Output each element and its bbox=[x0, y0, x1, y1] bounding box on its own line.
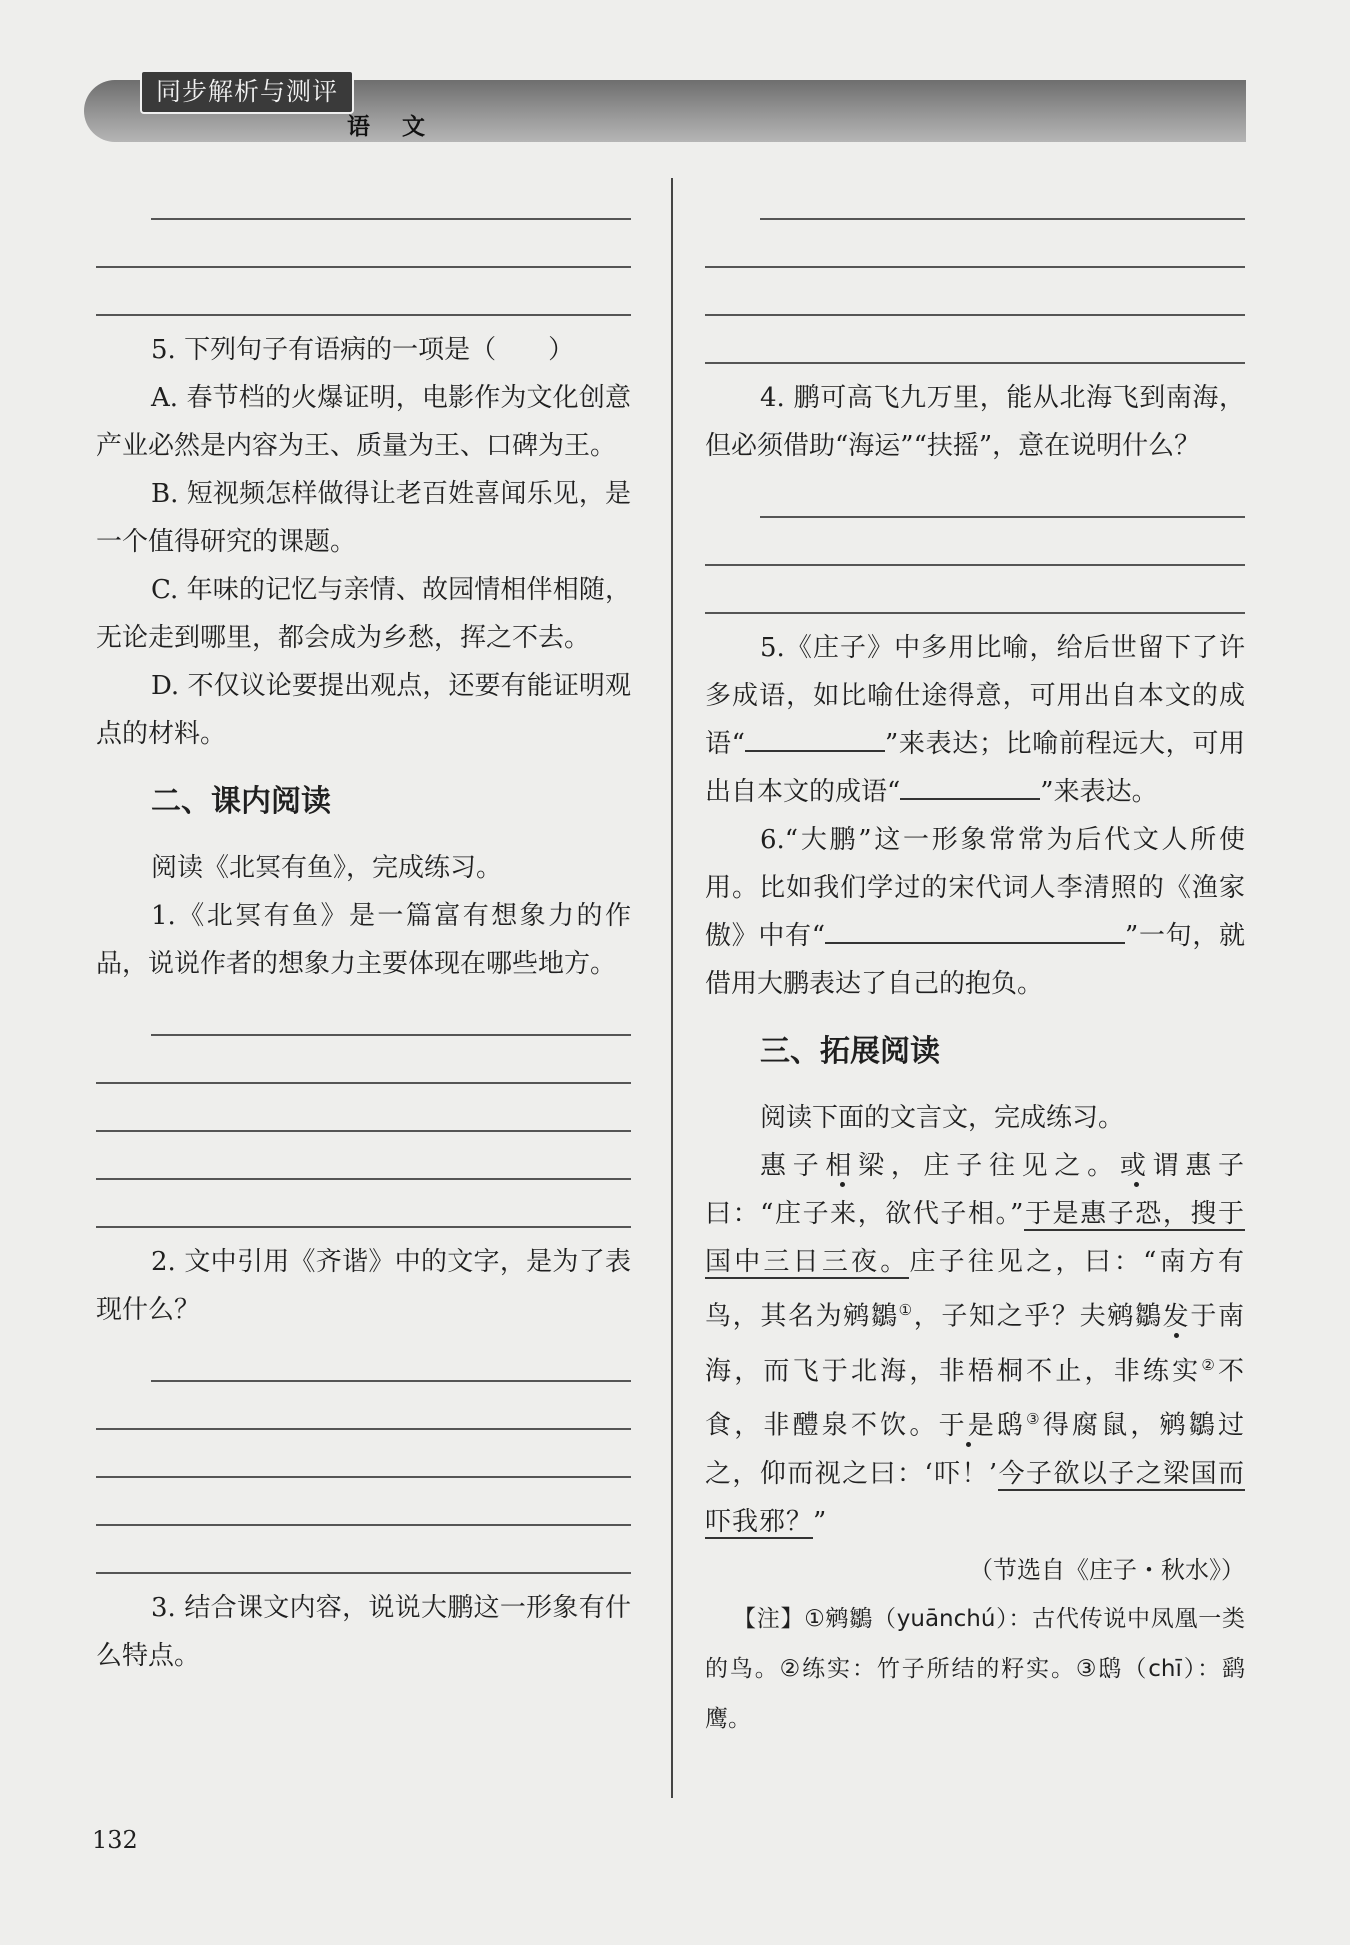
answer-lines bbox=[705, 470, 1245, 614]
answer-line[interactable] bbox=[96, 314, 631, 316]
column-divider bbox=[671, 178, 673, 1798]
dotted-word: 相 bbox=[825, 1151, 859, 1181]
dotted-word: 或 bbox=[1119, 1151, 1153, 1181]
question-4: 4. 鹏可高飞九万里，能从北海飞到南海，但必须借助“海运”“扶摇”，意在说明什么？ bbox=[705, 383, 1245, 461]
idiom-blank-2[interactable] bbox=[900, 768, 1040, 800]
question-3: 3. 结合课文内容，说说大鹏这一形象有什么特点。 bbox=[96, 1593, 631, 1671]
footnotes: 【注】①鹓鶵（yuānchú）：古代传说中凤凰一类的鸟。②练实：竹子所结的籽实。③鸱（chī）：鹞鹰。 bbox=[705, 1605, 1245, 1732]
passage-source: （节选自《庄子・秋水》） bbox=[969, 1555, 1245, 1584]
passage-text: 鸱 bbox=[996, 1410, 1027, 1441]
footnote-marker: ② bbox=[1201, 1355, 1218, 1374]
footnote-marker: ③ bbox=[1026, 1410, 1043, 1429]
option-d: D. 不仅议论要提出观点，还要有能证明观点的材料。 bbox=[96, 671, 631, 749]
option-a: A. 春节档的火爆证明，电影作为文化创意产业必然是内容为王、质量为王、口碑为王。 bbox=[96, 383, 631, 461]
underlined-sentence: 于是惠子恐，搜于国中三日三夜。 bbox=[705, 1199, 1245, 1277]
section-3-title: 三、拓展阅读 bbox=[760, 1034, 940, 1069]
passage-text: 得腐鼠，鹓鶵过之，仰而视之曰：‘吓！’ bbox=[705, 1410, 1245, 1489]
question-2: 2. 文中引用《齐谐》中的文字，是为了表现什么？ bbox=[96, 1247, 631, 1325]
answer-lines bbox=[96, 988, 631, 1228]
passage-text: 鶵 bbox=[870, 1301, 899, 1332]
answer-lines bbox=[705, 172, 1245, 364]
section-2-intro: 阅读《北冥有鱼》，完成练习。 bbox=[151, 853, 503, 883]
passage-text: ，子知之乎？夫鹓鶵 bbox=[913, 1301, 1163, 1332]
passage-text: 庄子往见之，曰：“南方有鸟，其名为鹓 bbox=[705, 1247, 1245, 1332]
idiom-blank-1[interactable] bbox=[745, 720, 885, 752]
question-6 bbox=[705, 816, 1245, 1008]
classical-passage bbox=[705, 1142, 1245, 1546]
passage-text: 不食，非醴泉不饮。 bbox=[705, 1356, 1245, 1441]
option-b: B. 短视频怎样做得让老百姓喜闻乐见，是一个值得研究的课题。 bbox=[96, 479, 631, 557]
section-2-title: 二、课内阅读 bbox=[151, 784, 331, 819]
poem-line-blank[interactable] bbox=[825, 912, 1125, 944]
right-column bbox=[705, 172, 1245, 1744]
q5-text-c: ”来表达。 bbox=[1040, 777, 1158, 807]
answer-lines bbox=[96, 172, 631, 316]
passage-text: 梁，庄子往见之。 bbox=[858, 1151, 1120, 1181]
question-1: 1.《北冥有鱼》是一篇富有想象力的作品，说说作者的想象力主要体现在哪些地方。 bbox=[96, 901, 631, 979]
answer-line[interactable] bbox=[96, 1572, 631, 1574]
answer-lines bbox=[96, 1334, 631, 1574]
option-c: C. 年味的记忆与亲情、故园情相伴相随，无论走到哪里，都会成为乡愁，挥之不去。 bbox=[96, 575, 631, 653]
answer-line[interactable] bbox=[705, 362, 1245, 364]
page-number: 132 bbox=[92, 1826, 138, 1854]
left-column bbox=[96, 172, 631, 1680]
question-5-idioms bbox=[705, 624, 1245, 816]
passage-text: ” bbox=[813, 1506, 828, 1537]
dotted-word: 发 bbox=[1162, 1301, 1191, 1332]
passage-text: 惠子 bbox=[760, 1151, 826, 1181]
answer-line[interactable] bbox=[705, 612, 1245, 614]
series-title: 同步解析与测评 bbox=[140, 70, 354, 114]
passage-text: 于南海，而飞于北海，非梧桐不止，非练实 bbox=[705, 1301, 1245, 1387]
question-5-stem: 5. 下列句子有语病的一项是（ ） bbox=[151, 335, 575, 365]
q5-text-b: ”来表达；比喻前程远大，可用出自本文的成语“ bbox=[705, 729, 1245, 807]
subject-label: 语 文 bbox=[347, 114, 438, 140]
footnote-marker: ① bbox=[898, 1301, 914, 1319]
dotted-word: 于是 bbox=[938, 1410, 997, 1441]
passage-text: 谓惠子曰：“庄子来，欲代子相。” bbox=[705, 1151, 1245, 1229]
answer-line[interactable] bbox=[96, 1226, 631, 1228]
section-3-intro: 阅读下面的文言文，完成练习。 bbox=[760, 1103, 1125, 1133]
q6-text-a: 6.“大鹏”这一形象常常为后代文人所使用。比如我们学过的宋代词人李清照的《渔家傲》中有“ bbox=[705, 825, 1245, 951]
q5-text-a: 5.《庄子》中多用比喻，给后世留下了许多成语，如比喻仕途得意，可用出自本文的成语“ bbox=[705, 633, 1245, 759]
underlined-sentence: 今子欲以子之梁国而吓我邪？ bbox=[705, 1458, 1245, 1537]
q6-text-b: ”一句，就借用大鹏表达了自己的抱负。 bbox=[705, 921, 1245, 999]
